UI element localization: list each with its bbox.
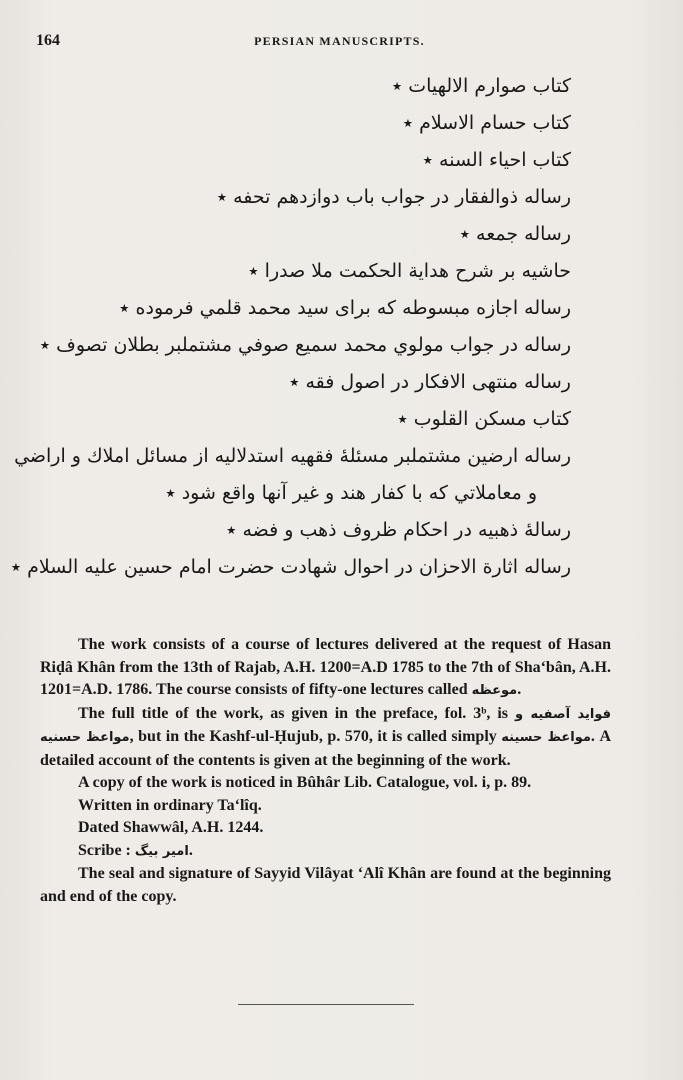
- list-item: كتاب حسام الاسلام ٭: [402, 112, 571, 134]
- arabic-term: موعظه: [471, 683, 518, 698]
- list-item: رسالۀ ذهبيه در احكام ظروف ذهب و فضه ٭: [226, 519, 571, 541]
- page-number: 164: [36, 32, 60, 49]
- paragraph-date: Dated Shawwâl, A.H. 1244.: [78, 819, 264, 836]
- list-item: حاشيه بر شرح هداية الحكمت ملا صدرا ٭: [248, 260, 571, 282]
- list-item: كتاب احياء السنه ٭: [422, 149, 571, 171]
- paragraph-lectures: [40, 634, 611, 703]
- arabic-term: امير بيگ: [134, 843, 189, 859]
- list-item: رساله منتهى الافكار در اصول فقه ٭: [289, 371, 571, 393]
- text-run: , but in the Kashf-ul-Ḥujub, p. 570, it is called simply: [129, 728, 497, 745]
- text-run: . A detailed account of the contents is given at the beginning of the work.: [40, 728, 611, 769]
- list-item: كتاب صوارم الالهيات ٭: [391, 75, 571, 97]
- text-run: .: [188, 841, 193, 859]
- list-item: رساله ارضين مشتملبر مسئلۀ فقهيه استدلاليه از مسائل املاك و اراضي: [14, 445, 571, 467]
- list-item: رساله اثارة الاحزان در احوال شهادت حضرت امام حسين عليه السلام ٭: [10, 556, 571, 578]
- list-item: كتاب مسكن القلوب ٭: [397, 408, 571, 430]
- text-run: Scribe :: [78, 841, 131, 859]
- text-run: The work consists of a course of lectures delivered at the request of Hasan Riḍâ Khân from the 13th of Rajab, A.H. 1200=A.D 1785 to the 7th of Sha‘bân, A.H. 1201=A.D. 1786. The course consists of fifty-one lectures called: [40, 636, 611, 698]
- list-item: رساله در جواب مولوي محمد سميع صوفي مشتملبر بطلان تصوف ٭: [39, 334, 571, 356]
- paragraph-catalogue: A copy of the work is noticed in Bûhâr Lib. Catalogue, vol. i, p. 89.: [78, 774, 532, 791]
- arabic-term: فوايد آصفيه و مواعظ حسنيه: [40, 706, 612, 745]
- list-item: رساله جمعه ٭: [459, 223, 571, 245]
- list-item: رساله ذوالفقار در جواب باب دوازدهم تحفه ٭: [216, 186, 571, 208]
- page-header: [36, 32, 643, 54]
- arabic-term: مواعظ حسينه: [501, 730, 591, 745]
- description-text: [40, 634, 611, 908]
- running-title: PERSIAN MANUSCRIPTS.: [254, 34, 425, 48]
- paragraph-seal: The seal and signature of Sayyid Vilâyat ‘Alî Khân are found at the beginning and end of the copy.: [40, 865, 611, 905]
- list-item: و معاملاتي كه با كفار هند و غير آنها واقع شود ٭: [165, 482, 537, 504]
- text-run: .: [517, 681, 522, 698]
- paragraph-full-title: [40, 703, 611, 773]
- paragraph-script: Written in ordinary Ta‘lîq.: [78, 796, 262, 814]
- list-item: رساله اجازه مبسوطه كه براى سيد محمد قلمي فرموده ٭: [119, 297, 571, 319]
- text-run: The full title of the work, as given in the preface, fol. 3ᵇ, is: [78, 704, 509, 722]
- persian-title-list: [10, 68, 571, 586]
- closing-rule: [238, 1004, 414, 1005]
- paragraph-scribe: [40, 840, 611, 864]
